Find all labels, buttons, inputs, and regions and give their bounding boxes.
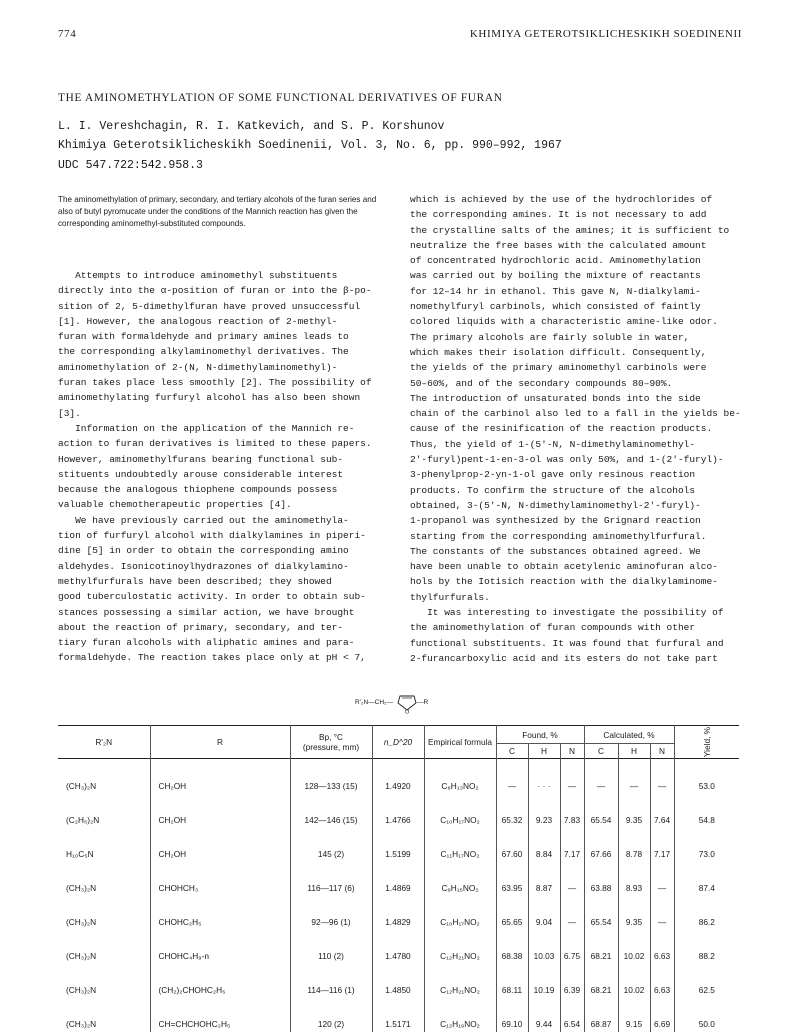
left-column-line: aminomethylating furfuryl alcohol has also been shown	[58, 392, 361, 404]
left-column-line: about the reaction of primary, secondary, and ter-	[58, 621, 344, 633]
right-column-line: functional substituents. It was found that furfural and	[410, 637, 724, 649]
right-column-line: the aminomethylation of furan compounds with other	[410, 622, 696, 634]
right-column-line: Thus, the yield of 1-(5'-N, N-dimethylaminomethyl-	[410, 438, 696, 450]
header-yield-label: Yield, %	[701, 726, 712, 758]
cell-r: CHOHC₂H₅	[150, 905, 290, 939]
header-yield	[674, 726, 739, 759]
cell-calc-h: 8.78	[618, 837, 650, 871]
cell-r: CH₂OH	[150, 837, 290, 871]
cell-refractive-index: 1.4920	[372, 759, 424, 804]
left-column-line: However, aminomethylfurans bearing functional sub-	[58, 453, 344, 465]
cell-found-h: 8.87	[528, 871, 560, 905]
right-column-line: obtained, 3-(5'-N, N-dimethylaminomethyl-2'-furyl)-	[410, 499, 701, 511]
left-column-line: because the analogous thiophene compounds possess	[58, 484, 338, 496]
cell-found-n: —	[560, 905, 584, 939]
cell-bp: 145 (2)	[290, 837, 372, 871]
cell-formula: C₁₀H₁₇NO₂	[424, 905, 496, 939]
table-row	[58, 837, 739, 871]
article-citation: Khimiya Geterotsiklicheskikh Soedinenii, Vol. 3, No. 6, pp. 990–992, 1967	[58, 139, 562, 152]
cell-found-c: —	[496, 759, 528, 804]
cell-formula: C₁₁H₁₇NO₂	[424, 837, 496, 871]
cell-refractive-index: 1.4869	[372, 871, 424, 905]
right-column-line: nomethylfuryl carbinols, which consisted of faintly	[410, 301, 701, 313]
cell-formula: C₁₀H₁₇NO₂	[424, 803, 496, 837]
right-column-line: was carried out by boiling the mixture of reactants	[410, 270, 701, 282]
cell-found-c: 69.10	[496, 1007, 528, 1032]
right-column-line: hols by the Iotisich reaction with the dialkylaminome-	[410, 576, 718, 588]
left-column-line: Information on the application of the Mannich re-	[58, 422, 355, 434]
cell-found-h: 8.84	[528, 837, 560, 871]
cell-calc-h: 9.35	[618, 803, 650, 837]
cell-calc-c: 68.87	[584, 1007, 618, 1032]
cell-calc-c: 65.54	[584, 803, 618, 837]
cell-calc-c: 63.88	[584, 871, 618, 905]
cell-calc-n: —	[650, 905, 674, 939]
header-found-c: C	[496, 744, 528, 759]
cell-found-h: 10.19	[528, 973, 560, 1007]
article-title: THE AMINOMETHYLATION OF SOME FUNCTIONAL DERIVATIVES OF FURAN	[58, 92, 503, 104]
cell-amine: (CH₃)₂N	[58, 1007, 150, 1032]
right-column-line: 1-propanol was synthesized by the Grignard reaction	[410, 515, 701, 527]
cell-found-n: 7.17	[560, 837, 584, 871]
header-amine: R'₂N	[58, 726, 150, 759]
left-column-line: sition of 2, 5-dimethylfuran have proved unsuccessful	[58, 300, 361, 312]
cell-amine: (CH₃)₂N	[58, 759, 150, 804]
right-column-line: It was interesting to investigate the possibility of	[410, 607, 724, 619]
cell-formula: C₈H₁₃NO₂	[424, 759, 496, 804]
right-column-line: The primary alcohols are fairly soluble in water,	[410, 331, 690, 343]
cell-yield: 73.0	[674, 837, 739, 871]
cell-r: CHOHC₄H₉-n	[150, 939, 290, 973]
right-column-line: which is achieved by the use of the hydrochlorides of	[410, 194, 713, 205]
cell-found-c: 68.38	[496, 939, 528, 973]
cell-calc-n: —	[650, 871, 674, 905]
cell-found-c: 65.65	[496, 905, 528, 939]
cell-found-n: 6.75	[560, 939, 584, 973]
left-column-line: formaldehyde. The reaction takes place only at pH < 7,	[58, 652, 366, 664]
left-column-line: furan takes place less smoothly [2]. The possibility of	[58, 377, 372, 389]
table-row	[58, 939, 739, 973]
cell-calc-h: 10.02	[618, 973, 650, 1007]
cell-refractive-index: 1.4829	[372, 905, 424, 939]
cell-found-n: 6.54	[560, 1007, 584, 1032]
cell-r: CHOHCH₃	[150, 871, 290, 905]
right-column-line: products. To confirm the structure of the alcohols	[410, 484, 696, 496]
header-refractive-index: n_D^20	[372, 726, 424, 759]
cell-found-c: 68.11	[496, 973, 528, 1007]
cell-r: (CH₂)₂CHOHC₂H₅	[150, 973, 290, 1007]
cell-found-c: 67.60	[496, 837, 528, 871]
left-column-line: valuable chemotherapeutic properties [4].	[58, 499, 292, 511]
formula-left-label: R'₂N—CH₂—	[355, 699, 394, 706]
cell-found-h: · · ·	[528, 759, 560, 804]
left-column-line: aminomethylation of 2-(N, N-dimethylaminomethyl)-	[58, 361, 338, 373]
right-column-line: 3-phenylprop-2-yn-1-ol gave only resinous reaction	[410, 469, 696, 481]
cell-refractive-index: 1.5171	[372, 1007, 424, 1032]
udc-code: UDC 547.722:542.958.3	[58, 159, 203, 172]
header-r: R	[150, 726, 290, 759]
cell-refractive-index: 1.4850	[372, 973, 424, 1007]
abstract: The aminomethylation of primary, secondary, and tertiary alcohols of the furan series and also of butyl pyromucate under the conditions of the Mannich reaction has given the corresponding aminomethyl-substituted compounds.	[58, 195, 377, 228]
header-calculated: Calculated, %	[584, 726, 674, 744]
right-column-line: the crystalline salts of the amines; it is sufficient to	[410, 224, 730, 236]
cell-calc-c: 68.21	[584, 973, 618, 1007]
right-column-line: of concentrated hydrochloric acid. Aminomethylation	[410, 255, 701, 267]
right-column-line: The introduction of unsaturated bonds into the side	[410, 392, 701, 404]
cell-yield: 86.2	[674, 905, 739, 939]
cell-yield: 88.2	[674, 939, 739, 973]
right-column-line: thylfurfurals.	[410, 591, 490, 603]
cell-found-h: 9.23	[528, 803, 560, 837]
cell-formula: C₁₂H₂₁NO₂	[424, 973, 496, 1007]
right-column-line: chain of the carbinol also led to a fall in the yields be-	[410, 408, 741, 420]
cell-calc-c: —	[584, 759, 618, 804]
cell-r: CH₂OH	[150, 803, 290, 837]
left-column-line: good tuberculostatic activity. In order to obtain sub-	[58, 591, 366, 603]
left-column-line: stituents undoubtedly arouse considerable interest	[58, 468, 344, 480]
left-column-line: stances possessing a similar action, we have brought	[58, 606, 355, 618]
header-calc-h: H	[618, 744, 650, 759]
cell-amine: (CH₃)₂N	[58, 905, 150, 939]
cell-calc-n: 7.64	[650, 803, 674, 837]
cell-amine: H₁₀C₅N	[58, 837, 150, 871]
cell-amine: (CH₃)₂N	[58, 871, 150, 905]
header-empirical-formula: Empirical formula	[424, 726, 496, 759]
page-number: 774	[58, 28, 77, 40]
formula-right-label: —R	[417, 699, 429, 706]
cell-found-h: 10.03	[528, 939, 560, 973]
cell-calc-h: 9.35	[618, 905, 650, 939]
table-row	[58, 973, 739, 1007]
cell-calc-n: —	[650, 759, 674, 804]
cell-r: CH=CHCHOHC₂H₅	[150, 1007, 290, 1032]
header-bp-label: Bp, °C	[318, 732, 344, 742]
left-column-line: aldehydes. Isonicotinoylhydrazones of dialkylamino-	[58, 560, 349, 572]
left-column-line: Attempts to introduce aminomethyl substituents	[58, 270, 338, 281]
header-bp	[290, 726, 372, 759]
cell-found-n: 6.39	[560, 973, 584, 1007]
left-column-line: tiary furan alcohols with aliphatic amines and para-	[58, 637, 355, 649]
structural-formula	[355, 692, 450, 714]
cell-yield: 62.5	[674, 973, 739, 1007]
cell-calc-n: 6.69	[650, 1007, 674, 1032]
cell-amine: (C₂H₅)₂N	[58, 803, 150, 837]
table-row	[58, 871, 739, 905]
table-row	[58, 905, 739, 939]
constants-table	[58, 725, 739, 1029]
table-row	[58, 803, 739, 837]
header-found-n: N	[560, 744, 584, 759]
furan-formula-graphic	[355, 692, 450, 714]
left-column-line: directly into the α-position of furan or into the β-po-	[58, 285, 372, 297]
cell-calc-h: 10.02	[618, 939, 650, 973]
cell-calc-n: 7.17	[650, 837, 674, 871]
cell-amine: (CH₃)₂N	[58, 973, 150, 1007]
right-column-line: 50–60%, and of the secondary compounds 80–90%.	[410, 377, 673, 389]
right-column-line: 2-furancarboxylic acid and its esters do not take part	[410, 652, 718, 664]
cell-refractive-index: 1.4780	[372, 939, 424, 973]
cell-bp: 92—96 (1)	[290, 905, 372, 939]
table-row	[58, 1007, 739, 1032]
cell-found-h: 9.04	[528, 905, 560, 939]
cell-found-h: 9.44	[528, 1007, 560, 1032]
right-column-line: have been unable to obtain acetylenic aminofuran alco-	[410, 561, 718, 573]
cell-formula: C₉H₁₅NO₂	[424, 871, 496, 905]
cell-amine: (CH₃)₂N	[58, 939, 150, 973]
cell-found-n: —	[560, 759, 584, 804]
cell-calc-c: 67.66	[584, 837, 618, 871]
header-calc-c: C	[584, 744, 618, 759]
cell-bp: 142—146 (15)	[290, 803, 372, 837]
cell-yield: 54.8	[674, 803, 739, 837]
right-column-line: neutralize the free bases with the calculated amount	[410, 239, 707, 251]
right-column-line: starting from the corresponding aminomethylfurfural.	[410, 530, 707, 542]
header-bp-unit: (pressure, mm)	[302, 742, 360, 752]
left-column-line: methylfurfurals have been described; they showed	[58, 575, 332, 587]
left-column-line: action to furan derivatives is limited to these papers.	[58, 438, 372, 450]
right-column-line: for 12–14 hr in ethanol. This gave N, N-dialkylami-	[410, 285, 701, 297]
cell-refractive-index: 1.5199	[372, 837, 424, 871]
left-column-line: furan with formaldehyde and primary amines leads to	[58, 331, 349, 343]
right-column-line: which makes their isolation difficult. Consequently,	[410, 346, 707, 358]
right-column-line: the yields of the primary aminomethyl carbinols were	[410, 362, 707, 374]
left-column-line: dine [5] in order to obtain the corresponding amino	[58, 545, 349, 557]
right-column-line: cause of the resinification of the reaction products.	[410, 423, 713, 435]
cell-bp: 110 (2)	[290, 939, 372, 973]
body-left-column	[58, 268, 396, 666]
journal-name: KHIMIYA GETEROTSIKLICHESKIKH SOEDINENII	[469, 28, 742, 40]
right-column-line: colored liquids with a characteristic amine-like odor.	[410, 316, 718, 328]
cell-calc-n: 6.63	[650, 939, 674, 973]
cell-r: CH₂OH	[150, 759, 290, 804]
left-column-line: We have previously carried out the aminomethyla-	[58, 514, 349, 526]
right-column-line: the corresponding amines. It is not necessary to add	[410, 209, 707, 221]
left-column-line: [1]. However, the analogous reaction of 2-methyl-	[58, 315, 338, 327]
header-calc-n: N	[650, 744, 674, 759]
cell-found-n: 7.83	[560, 803, 584, 837]
cell-calc-h: 9.15	[618, 1007, 650, 1032]
left-column-line: the corresponding alkylaminomethyl derivatives. The	[58, 346, 349, 358]
cell-calc-n: 6.63	[650, 973, 674, 1007]
left-column-line: [3].	[58, 407, 81, 419]
right-column-line: The constants of the substances obtained agreed. We	[410, 545, 701, 557]
cell-bp: 128—133 (15)	[290, 759, 372, 804]
cell-calc-h: —	[618, 759, 650, 804]
body-right-column	[410, 192, 748, 666]
cell-calc-c: 65.54	[584, 905, 618, 939]
cell-refractive-index: 1.4766	[372, 803, 424, 837]
cell-bp: 120 (2)	[290, 1007, 372, 1032]
cell-yield: 53.0	[674, 759, 739, 804]
cell-bp: 114—116 (1)	[290, 973, 372, 1007]
cell-yield: 87.4	[674, 871, 739, 905]
ring-oxygen: O	[405, 709, 410, 714]
cell-formula: C₁₂H₁₉NO₂	[424, 1007, 496, 1032]
cell-found-c: 65.32	[496, 803, 528, 837]
table-row	[58, 759, 739, 804]
left-column-line: tion of furfuryl alcohol with dialkylamines in piperi-	[58, 530, 366, 542]
article-authors: L. I. Vereshchagin, R. I. Katkevich, and S. P. Korshunov	[58, 120, 445, 133]
header-found: Found, %	[496, 726, 584, 744]
cell-found-c: 63.95	[496, 871, 528, 905]
right-column-line: 2'-furyl)pent-1-en-3-ol was only 50%, and 1-(2'-furyl)-	[410, 454, 724, 466]
cell-bp: 116—117 (6)	[290, 871, 372, 905]
cell-found-n: —	[560, 871, 584, 905]
cell-calc-h: 8.93	[618, 871, 650, 905]
header-found-h: H	[528, 744, 560, 759]
running-header	[58, 28, 742, 42]
cell-yield: 50.0	[674, 1007, 739, 1032]
cell-formula: C₁₂H₂₁NO₂	[424, 939, 496, 973]
cell-calc-c: 68.21	[584, 939, 618, 973]
